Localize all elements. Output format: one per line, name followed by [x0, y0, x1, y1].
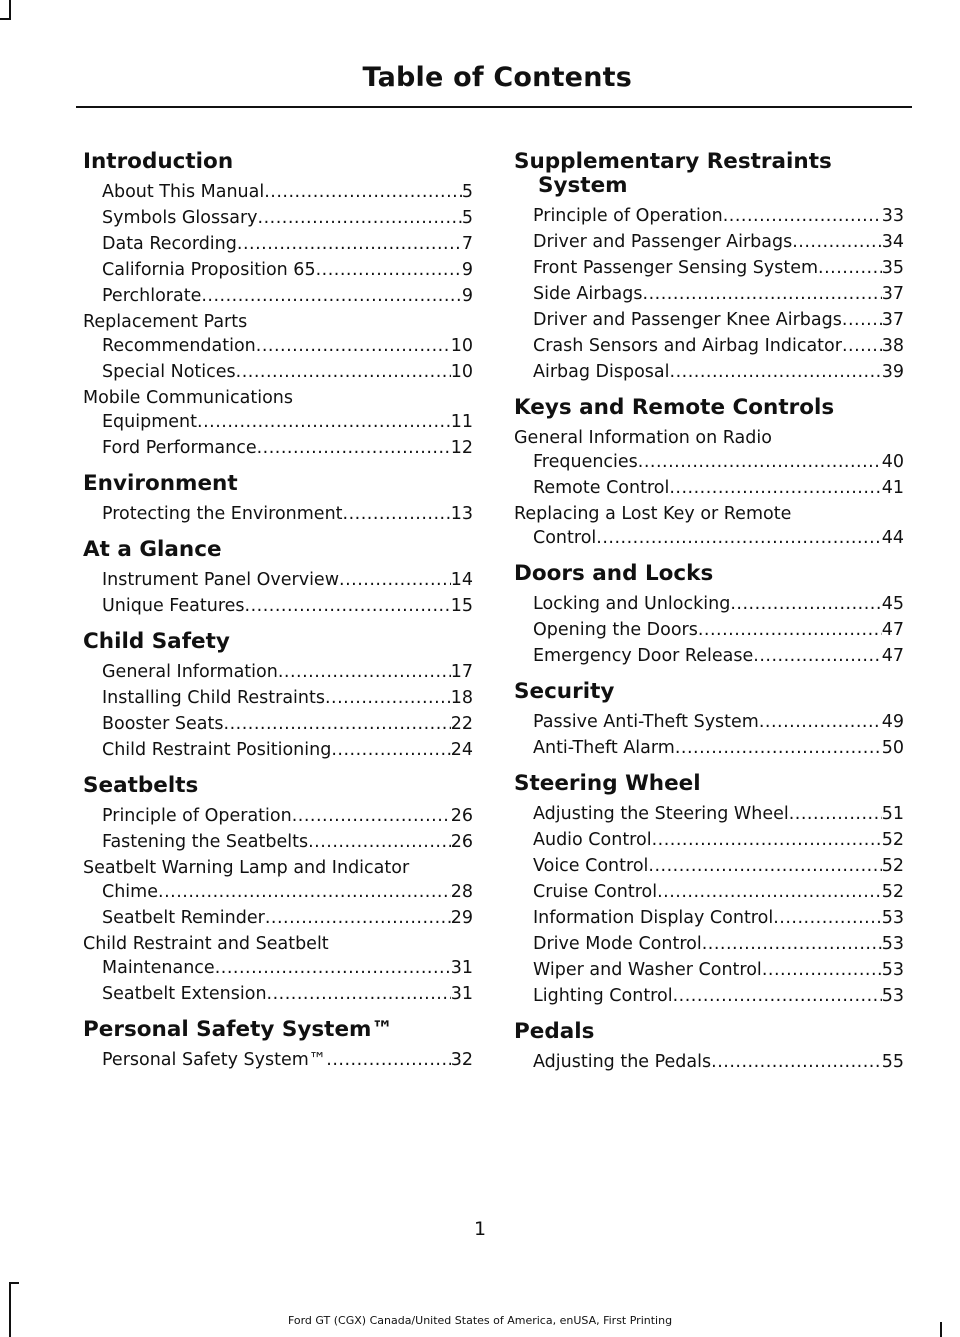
dot-leader [215, 956, 451, 980]
toc-entry-page: 45 [881, 594, 904, 614]
toc-entry[interactable] [514, 592, 904, 616]
toc-entry[interactable] [514, 880, 904, 904]
toc-entry-label: Equipment [102, 412, 197, 432]
section-title: Doors and Locks [514, 561, 714, 586]
toc-entry-page: 34 [881, 232, 904, 252]
toc-entry-page: 40 [881, 452, 904, 472]
toc-left-column [83, 150, 473, 1084]
toc-entry[interactable] [514, 984, 904, 1008]
dot-leader [842, 308, 882, 332]
toc-entry-page: 13 [450, 504, 473, 524]
toc-entry-label: Ford Performance [102, 438, 257, 458]
toc-entry-page: 50 [881, 738, 904, 758]
toc-entry[interactable] [514, 282, 904, 306]
toc-section [83, 1018, 473, 1072]
toc-entry-page: 32 [450, 1050, 473, 1070]
toc-entry[interactable] [83, 502, 473, 526]
toc-section [83, 472, 473, 526]
toc-entry-page: 31 [450, 958, 473, 978]
toc-entry[interactable] [514, 802, 904, 826]
toc-entry-page: 35 [881, 258, 904, 278]
dot-leader [339, 568, 451, 592]
toc-entry-label: Personal Safety System™ [102, 1050, 327, 1070]
dot-leader [308, 830, 451, 854]
toc-entry[interactable] [83, 360, 473, 384]
toc-entry-label: Child Restraint Positioning [102, 740, 332, 760]
toc-section [514, 1020, 904, 1074]
toc-entry-label: Fastening the Seatbelts [102, 832, 309, 852]
toc-entry[interactable] [514, 618, 904, 642]
toc-entry-label: Recommendation [102, 336, 256, 356]
section-title: Pedals [514, 1019, 595, 1044]
toc-entry-page: 41 [881, 478, 904, 498]
toc-entry-page: 28 [450, 882, 473, 902]
section-title: Security [514, 679, 615, 704]
section-title: Steering Wheel [514, 771, 701, 796]
dot-leader [326, 1048, 450, 1072]
toc-entry-label: Frequencies [533, 452, 638, 472]
toc-entry[interactable] [514, 204, 904, 228]
toc-entry-label: Airbag Disposal [533, 362, 670, 382]
dot-leader [759, 710, 882, 734]
toc-entry[interactable] [83, 906, 473, 930]
dot-leader [245, 594, 451, 618]
toc-entry[interactable] [83, 856, 473, 904]
toc-entry-label: Wiper and Washer Control [533, 960, 762, 980]
toc-entry[interactable] [83, 310, 473, 358]
dot-leader [343, 502, 451, 526]
dot-leader [675, 736, 882, 760]
dot-leader [236, 360, 451, 384]
dot-leader [257, 436, 451, 460]
toc-entry-page: 26 [450, 806, 473, 826]
toc-entry-label: Anti-Theft Alarm [533, 738, 675, 758]
section-title: At a Glance [83, 537, 222, 562]
section-title: Supplementary Restraints System [514, 149, 832, 198]
toc-entry-page: 7 [461, 234, 473, 254]
toc-entry[interactable] [514, 334, 904, 358]
toc-entry-label: Drive Mode Control [533, 934, 702, 954]
toc-section [83, 538, 473, 618]
dot-leader [670, 360, 882, 384]
section-title: Seatbelts [83, 773, 199, 798]
toc-entry-label: General Information [102, 662, 278, 682]
toc-entry-label: Installing Child Restraints [102, 688, 325, 708]
toc-entry-label: Principle of Operation [102, 806, 292, 826]
toc-entry-page: 22 [450, 714, 473, 734]
toc-entry-page: 14 [450, 570, 473, 590]
toc-entry-label: Lighting Control [533, 986, 673, 1006]
dot-leader [673, 984, 882, 1008]
toc-entry[interactable] [83, 436, 473, 460]
section-title: Child Safety [83, 629, 230, 654]
dot-leader [256, 334, 451, 358]
toc-entry-page: 53 [881, 960, 904, 980]
dot-leader [265, 906, 451, 930]
toc-section [514, 150, 904, 384]
section-title: Environment [83, 471, 238, 496]
toc-entry[interactable] [514, 502, 904, 550]
toc-entry[interactable] [83, 568, 473, 592]
toc-entry-page: 11 [450, 412, 473, 432]
toc-entry-page: 10 [450, 336, 473, 356]
toc-entry-page: 18 [450, 688, 473, 708]
toc-entry-page: 53 [881, 934, 904, 954]
crop-mark-top-left-v [9, 0, 11, 20]
toc-entry-label: Locking and Unlocking [533, 594, 731, 614]
dot-leader [643, 282, 882, 306]
toc-entry-page: 5 [461, 208, 473, 228]
toc-entry-page: 52 [881, 882, 904, 902]
dot-leader [325, 686, 451, 710]
toc-entry[interactable] [83, 258, 473, 282]
dot-leader [197, 410, 451, 434]
toc-entry-label: Perchlorate [102, 286, 202, 306]
footer-text: Ford GT (CGX) Canada/United States of America, enUSA, First Printing [287, 1314, 673, 1327]
dot-leader [792, 230, 882, 254]
toc-entry-page: 47 [881, 646, 904, 666]
toc-entry-first-line: Mobile Communications [83, 388, 294, 408]
toc-entry-first-line: Replacement Parts [83, 312, 248, 332]
toc-entry-label: Special Notices [102, 362, 236, 382]
toc-entry-page: 37 [881, 310, 904, 330]
toc-entry[interactable] [514, 958, 904, 982]
toc-entry[interactable] [83, 686, 473, 710]
toc-entry-label: Instrument Panel Overview [102, 570, 340, 590]
dot-leader [657, 880, 882, 904]
toc-entry-label: Driver and Passenger Airbags [533, 232, 793, 252]
toc-entry-label: Cruise Control [533, 882, 658, 902]
dot-leader [773, 906, 882, 930]
header-divider [76, 106, 912, 108]
toc-entry-label: Audio Control [533, 830, 652, 850]
toc-entry-label: Principle of Operation [533, 206, 723, 226]
toc-entry-label: Booster Seats [102, 714, 224, 734]
crop-mark-top-left-h [0, 18, 11, 20]
section-title: Introduction [83, 149, 234, 174]
toc-entry[interactable] [514, 906, 904, 930]
toc-entry-page: 9 [461, 260, 473, 280]
toc-entry[interactable] [514, 256, 904, 280]
toc-entry[interactable] [83, 1048, 473, 1072]
toc-entry-page: 55 [881, 1052, 904, 1072]
toc-entry-page: 5 [461, 182, 473, 202]
toc-entry-first-line: Seatbelt Warning Lamp and Indicator [83, 858, 410, 878]
toc-entry-page: 38 [881, 336, 904, 356]
dot-leader [267, 982, 451, 1006]
dot-leader [158, 880, 451, 904]
toc-entry-label: Passive Anti-Theft System [533, 712, 759, 732]
section-title: Keys and Remote Controls [514, 395, 835, 420]
toc-entry-page: 10 [450, 362, 473, 382]
toc-entry-page: 26 [450, 832, 473, 852]
toc-entry-page: 33 [881, 206, 904, 226]
toc-entry-label: Control [533, 528, 597, 548]
toc-entry-label: About This Manual [102, 182, 265, 202]
toc-entry-page: 44 [881, 528, 904, 548]
toc-entry-first-line: Child Restraint and Seatbelt [83, 934, 329, 954]
dot-leader [789, 802, 882, 826]
toc-entry[interactable] [514, 710, 904, 734]
toc-entry[interactable] [83, 932, 473, 980]
toc-entry-label: Unique Features [102, 596, 245, 616]
toc-entry-label: Seatbelt Extension [102, 984, 267, 1004]
dot-leader [818, 256, 882, 280]
toc-entry[interactable] [514, 736, 904, 760]
toc-entry-label: Maintenance [102, 958, 215, 978]
toc-entry[interactable] [514, 230, 904, 254]
dot-leader [753, 644, 881, 668]
dot-leader [278, 660, 451, 684]
toc-entry[interactable] [83, 830, 473, 854]
crop-mark-bottom-left-v [9, 1282, 11, 1337]
toc-section [514, 562, 904, 668]
dot-leader [702, 932, 882, 956]
dot-leader [669, 476, 881, 500]
toc-entry[interactable] [83, 284, 473, 308]
toc-entry-label: Data Recording [102, 234, 237, 254]
dot-leader [316, 258, 462, 282]
toc-entry-label: Opening the Doors [533, 620, 698, 640]
toc-entry-page: 15 [450, 596, 473, 616]
dot-leader [258, 206, 462, 230]
toc-entry-first-line: Replacing a Lost Key or Remote [514, 504, 792, 524]
toc-entry-label: Front Passenger Sensing System [533, 258, 819, 278]
dot-leader [711, 1050, 882, 1074]
dot-leader [730, 592, 881, 616]
toc-entry[interactable] [83, 386, 473, 434]
toc-entry[interactable] [514, 360, 904, 384]
toc-entry-page: 52 [881, 856, 904, 876]
toc-entry-page: 51 [881, 804, 904, 824]
toc-entry-page: 31 [450, 984, 473, 1004]
toc-entry-page: 53 [881, 908, 904, 928]
toc-entry-page: 17 [450, 662, 473, 682]
dot-leader [596, 526, 881, 550]
toc-entry-label: Voice Control [533, 856, 649, 876]
dot-leader [638, 450, 882, 474]
dot-leader [698, 618, 882, 642]
toc-entry[interactable] [83, 232, 473, 256]
toc-right-column [514, 150, 904, 1086]
toc-entry[interactable] [514, 854, 904, 878]
toc-entry[interactable] [83, 206, 473, 230]
toc-entry-label: Information Display Control [533, 908, 774, 928]
toc-entry-label: Seatbelt Reminder [102, 908, 265, 928]
section-title: Personal Safety System™ [83, 1017, 393, 1042]
toc-entry-label: Symbols Glossary [102, 208, 258, 228]
toc-entry-page: 29 [450, 908, 473, 928]
toc-section [83, 630, 473, 762]
toc-entry[interactable] [514, 644, 904, 668]
toc-entry-label: Chime [102, 882, 158, 902]
toc-entry-label: California Proposition 65 [102, 260, 316, 280]
toc-entry-page: 12 [450, 438, 473, 458]
toc-entry-page: 39 [881, 362, 904, 382]
toc-entry-label: Adjusting the Pedals [533, 1052, 712, 1072]
toc-entry-label: Side Airbags [533, 284, 643, 304]
toc-entry[interactable] [83, 738, 473, 762]
toc-entry-page: 52 [881, 830, 904, 850]
toc-entry[interactable] [514, 1050, 904, 1074]
crop-mark-bottom-left-h [9, 1282, 19, 1284]
toc-entry-label: Protecting the Environment [102, 504, 343, 524]
toc-entry-page: 24 [450, 740, 473, 760]
toc-entry-page: 37 [881, 284, 904, 304]
page-number: 1 [473, 1218, 487, 1240]
page-title: Table of Contents [362, 62, 632, 93]
toc-entry[interactable] [514, 932, 904, 956]
dot-leader [762, 958, 882, 982]
toc-entry-label: Crash Sensors and Airbag Indicator [533, 336, 842, 356]
toc-entry[interactable] [83, 660, 473, 684]
dot-leader [264, 180, 462, 204]
toc-entry-page: 53 [881, 986, 904, 1006]
toc-entry[interactable] [514, 426, 904, 474]
dot-leader [652, 828, 882, 852]
toc-entry-label: Adjusting the Steering Wheel [533, 804, 789, 824]
dot-leader [292, 804, 451, 828]
dot-leader [201, 284, 462, 308]
toc-section [514, 396, 904, 550]
dot-leader [331, 738, 450, 762]
toc-entry[interactable] [83, 712, 473, 736]
toc-entry[interactable] [514, 476, 904, 500]
toc-entry-label: Remote Control [533, 478, 670, 498]
dot-leader [237, 232, 462, 256]
toc-entry-first-line: General Information on Radio [514, 428, 772, 448]
toc-entry[interactable] [514, 828, 904, 852]
toc-entry-label: Driver and Passenger Knee Airbags [533, 310, 842, 330]
toc-entry[interactable] [83, 180, 473, 204]
toc-entry-label: Emergency Door Release [533, 646, 754, 666]
toc-entry[interactable] [83, 594, 473, 618]
dot-leader [648, 854, 881, 878]
toc-entry-page: 9 [461, 286, 473, 306]
toc-entry[interactable] [83, 804, 473, 828]
toc-section [514, 680, 904, 760]
dot-leader [224, 712, 451, 736]
toc-entry-page: 49 [881, 712, 904, 732]
toc-section [83, 150, 473, 460]
toc-section [514, 772, 904, 1008]
toc-section [83, 774, 473, 1006]
toc-entry[interactable] [83, 982, 473, 1006]
dot-leader [842, 334, 882, 358]
dot-leader [723, 204, 882, 228]
toc-entry[interactable] [514, 308, 904, 332]
toc-entry-page: 47 [881, 620, 904, 640]
